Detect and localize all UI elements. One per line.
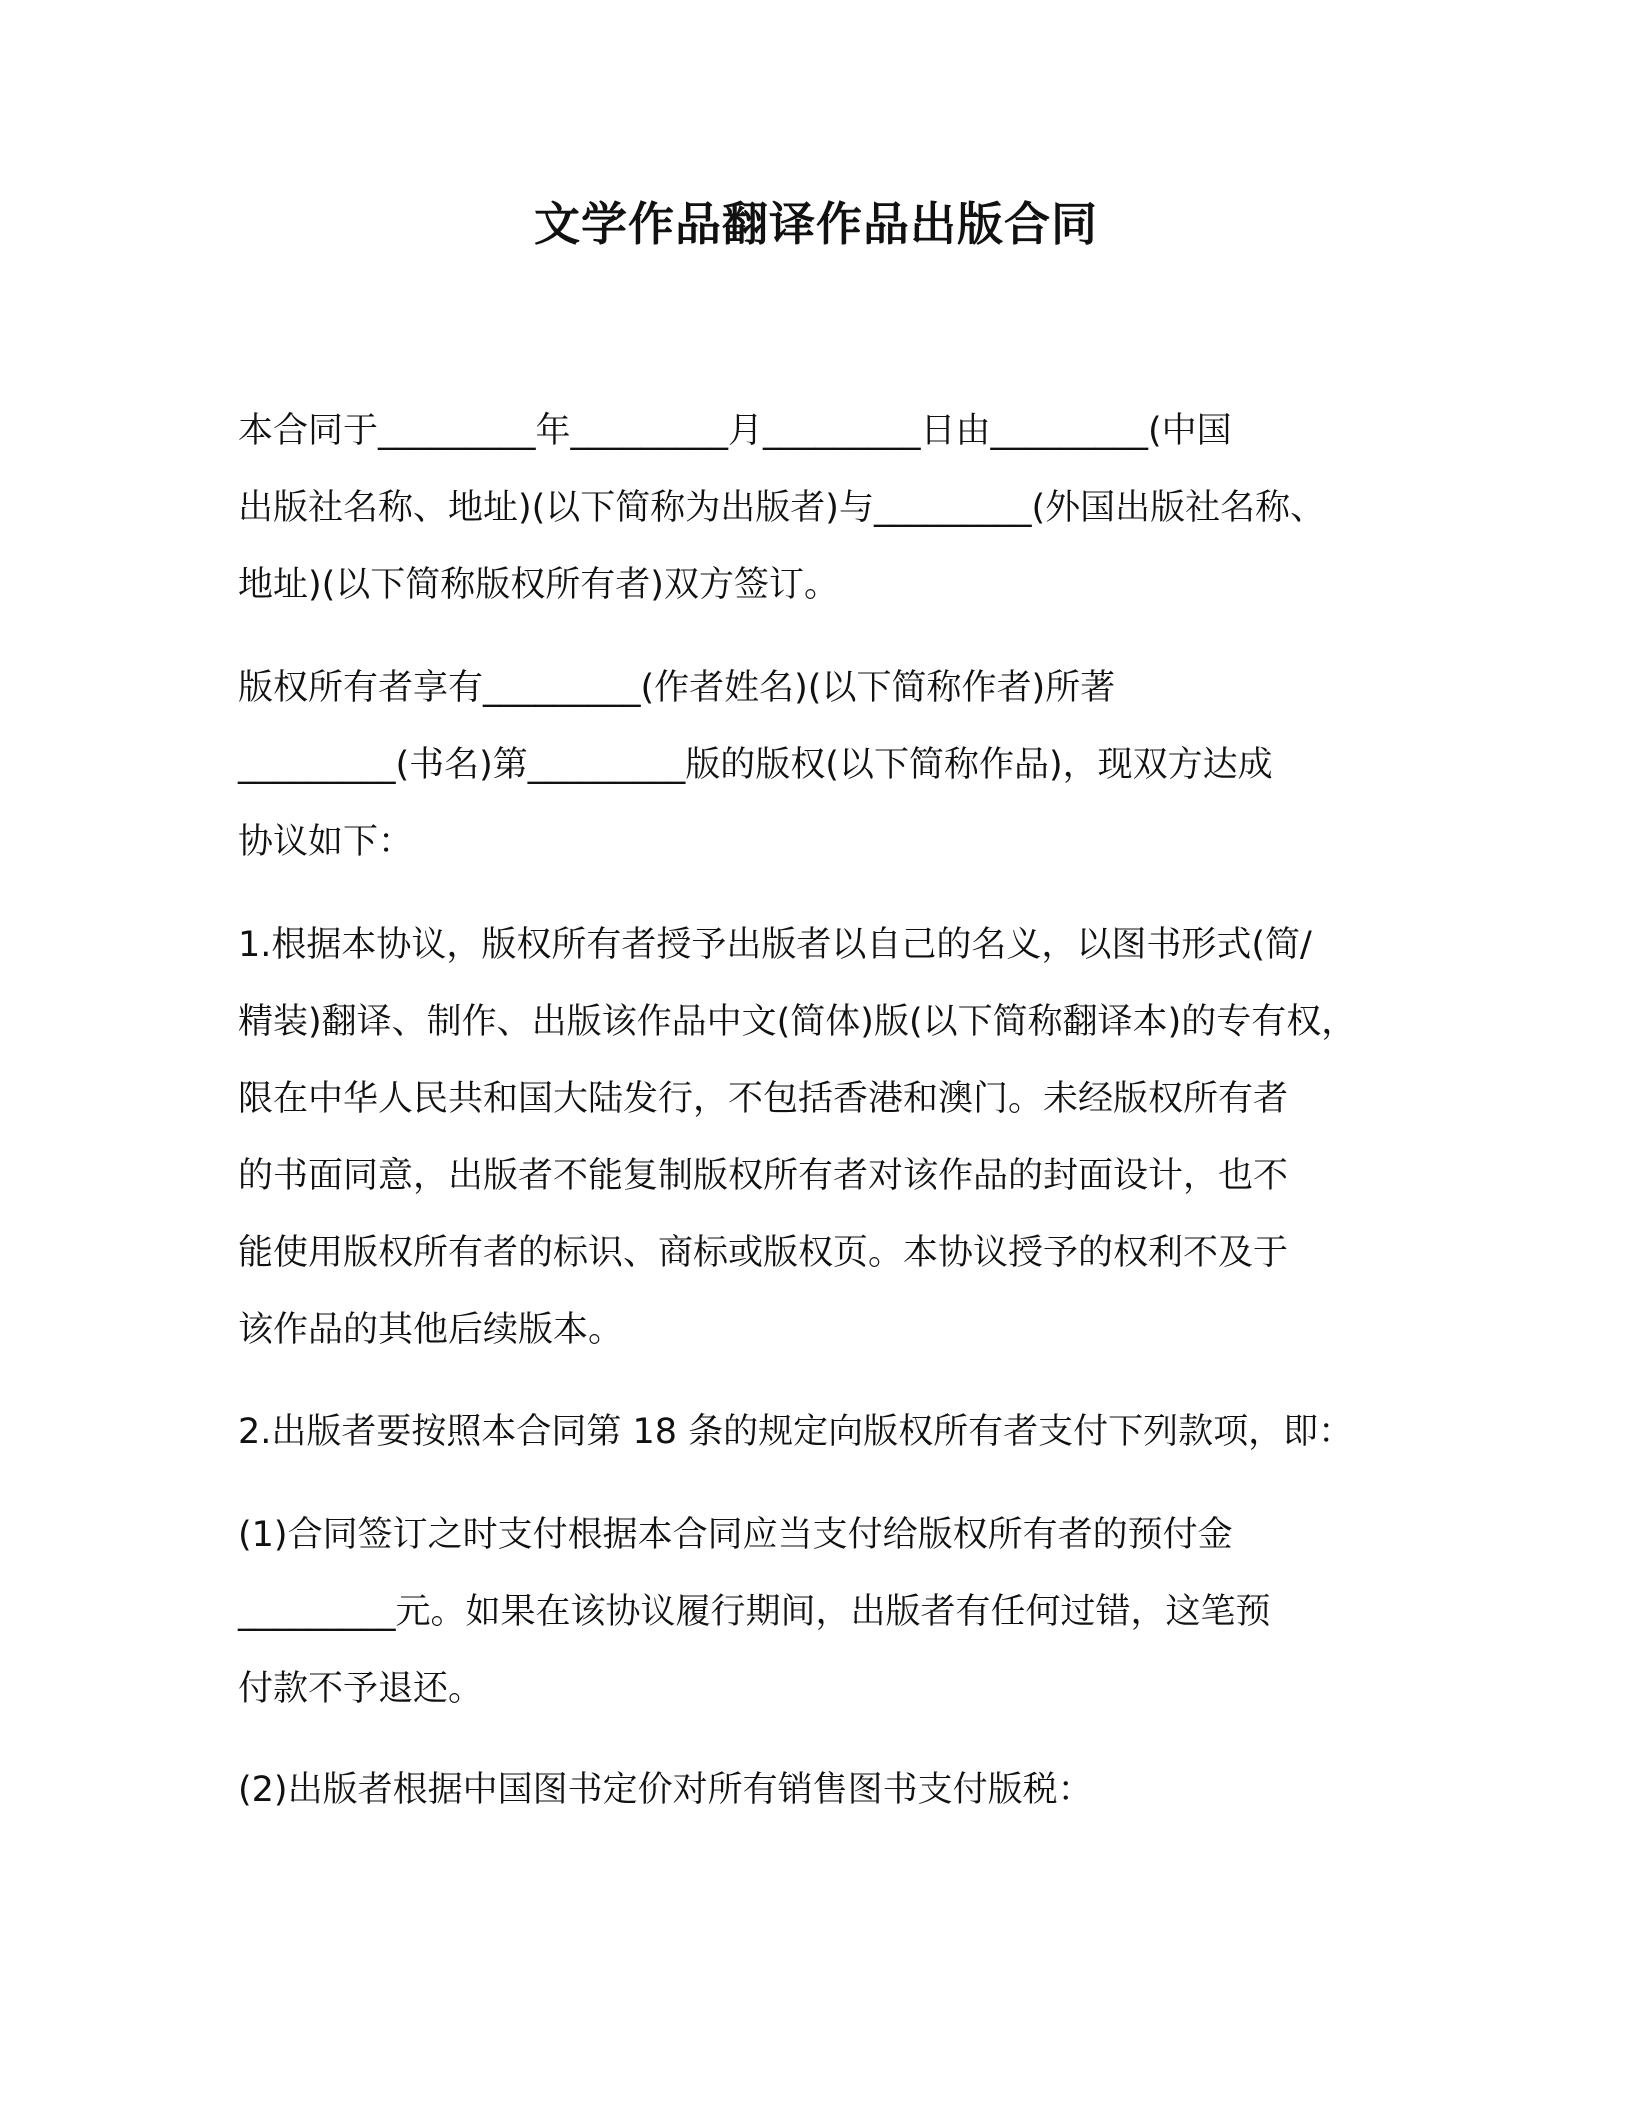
text-line: 出版社名称、地址)(以下简称为出版者)与_________(外国出版社名称、 bbox=[238, 488, 1326, 528]
paragraph-preamble bbox=[238, 393, 1418, 624]
clause-2-1 bbox=[238, 1497, 1418, 1728]
text-line: 协议如下： bbox=[238, 822, 414, 862]
text-line: 本合同于_________年_________月_________日由_________(中国 bbox=[238, 411, 1232, 451]
text-line: 该作品的其他后续版本。 bbox=[238, 1310, 624, 1350]
text-line: 1.根据本协议，版权所有者授予出版者以自己的名义，以图书形式(简/ bbox=[238, 925, 1312, 965]
clause-2-2 bbox=[238, 1752, 1418, 1829]
text-line: 的书面同意，出版者不能复制版权所有者对该作品的封面设计，也不 bbox=[238, 1156, 1289, 1196]
text-line: (1)合同签订之时支付根据本合同应当支付给版权所有者的预付金 bbox=[238, 1515, 1233, 1555]
text-line: 付款不予退还。 bbox=[238, 1669, 484, 1709]
clause-2 bbox=[238, 1394, 1418, 1471]
text-line: 地址)(以下简称版权所有者)双方签订。 bbox=[238, 565, 839, 605]
text-line: 版权所有者享有_________(作者姓名)(以下简称作者)所著 bbox=[238, 668, 1116, 708]
text-line: (2)出版者根据中国图书定价对所有销售图书支付版税： bbox=[238, 1770, 1093, 1810]
document-title: 文学作品翻译作品出版合同 bbox=[534, 197, 1098, 251]
text-line: 精装)翻译、制作、出版该作品中文(简体)版(以下简称翻译本)的专有权， bbox=[238, 1002, 1357, 1042]
clause-1 bbox=[238, 907, 1418, 1369]
paragraph-copyright-statement bbox=[238, 650, 1418, 881]
text-line: 2.出版者要按照本合同第 18 条的规定向版权所有者支付下列款项，即： bbox=[238, 1412, 1354, 1452]
text-line: 能使用版权所有者的标识、商标或版权页。本协议授予的权利不及于 bbox=[238, 1233, 1289, 1273]
text-line: _________(书名)第_________版的版权(以下简称作品)，现双方达成 bbox=[238, 745, 1273, 785]
text-line: _________元。如果在该协议履行期间，出版者有任何过错，这笔预 bbox=[238, 1592, 1271, 1632]
text-line: 限在中华人民共和国大陆发行，不包括香港和澳门。未经版权所有者 bbox=[238, 1079, 1289, 1119]
